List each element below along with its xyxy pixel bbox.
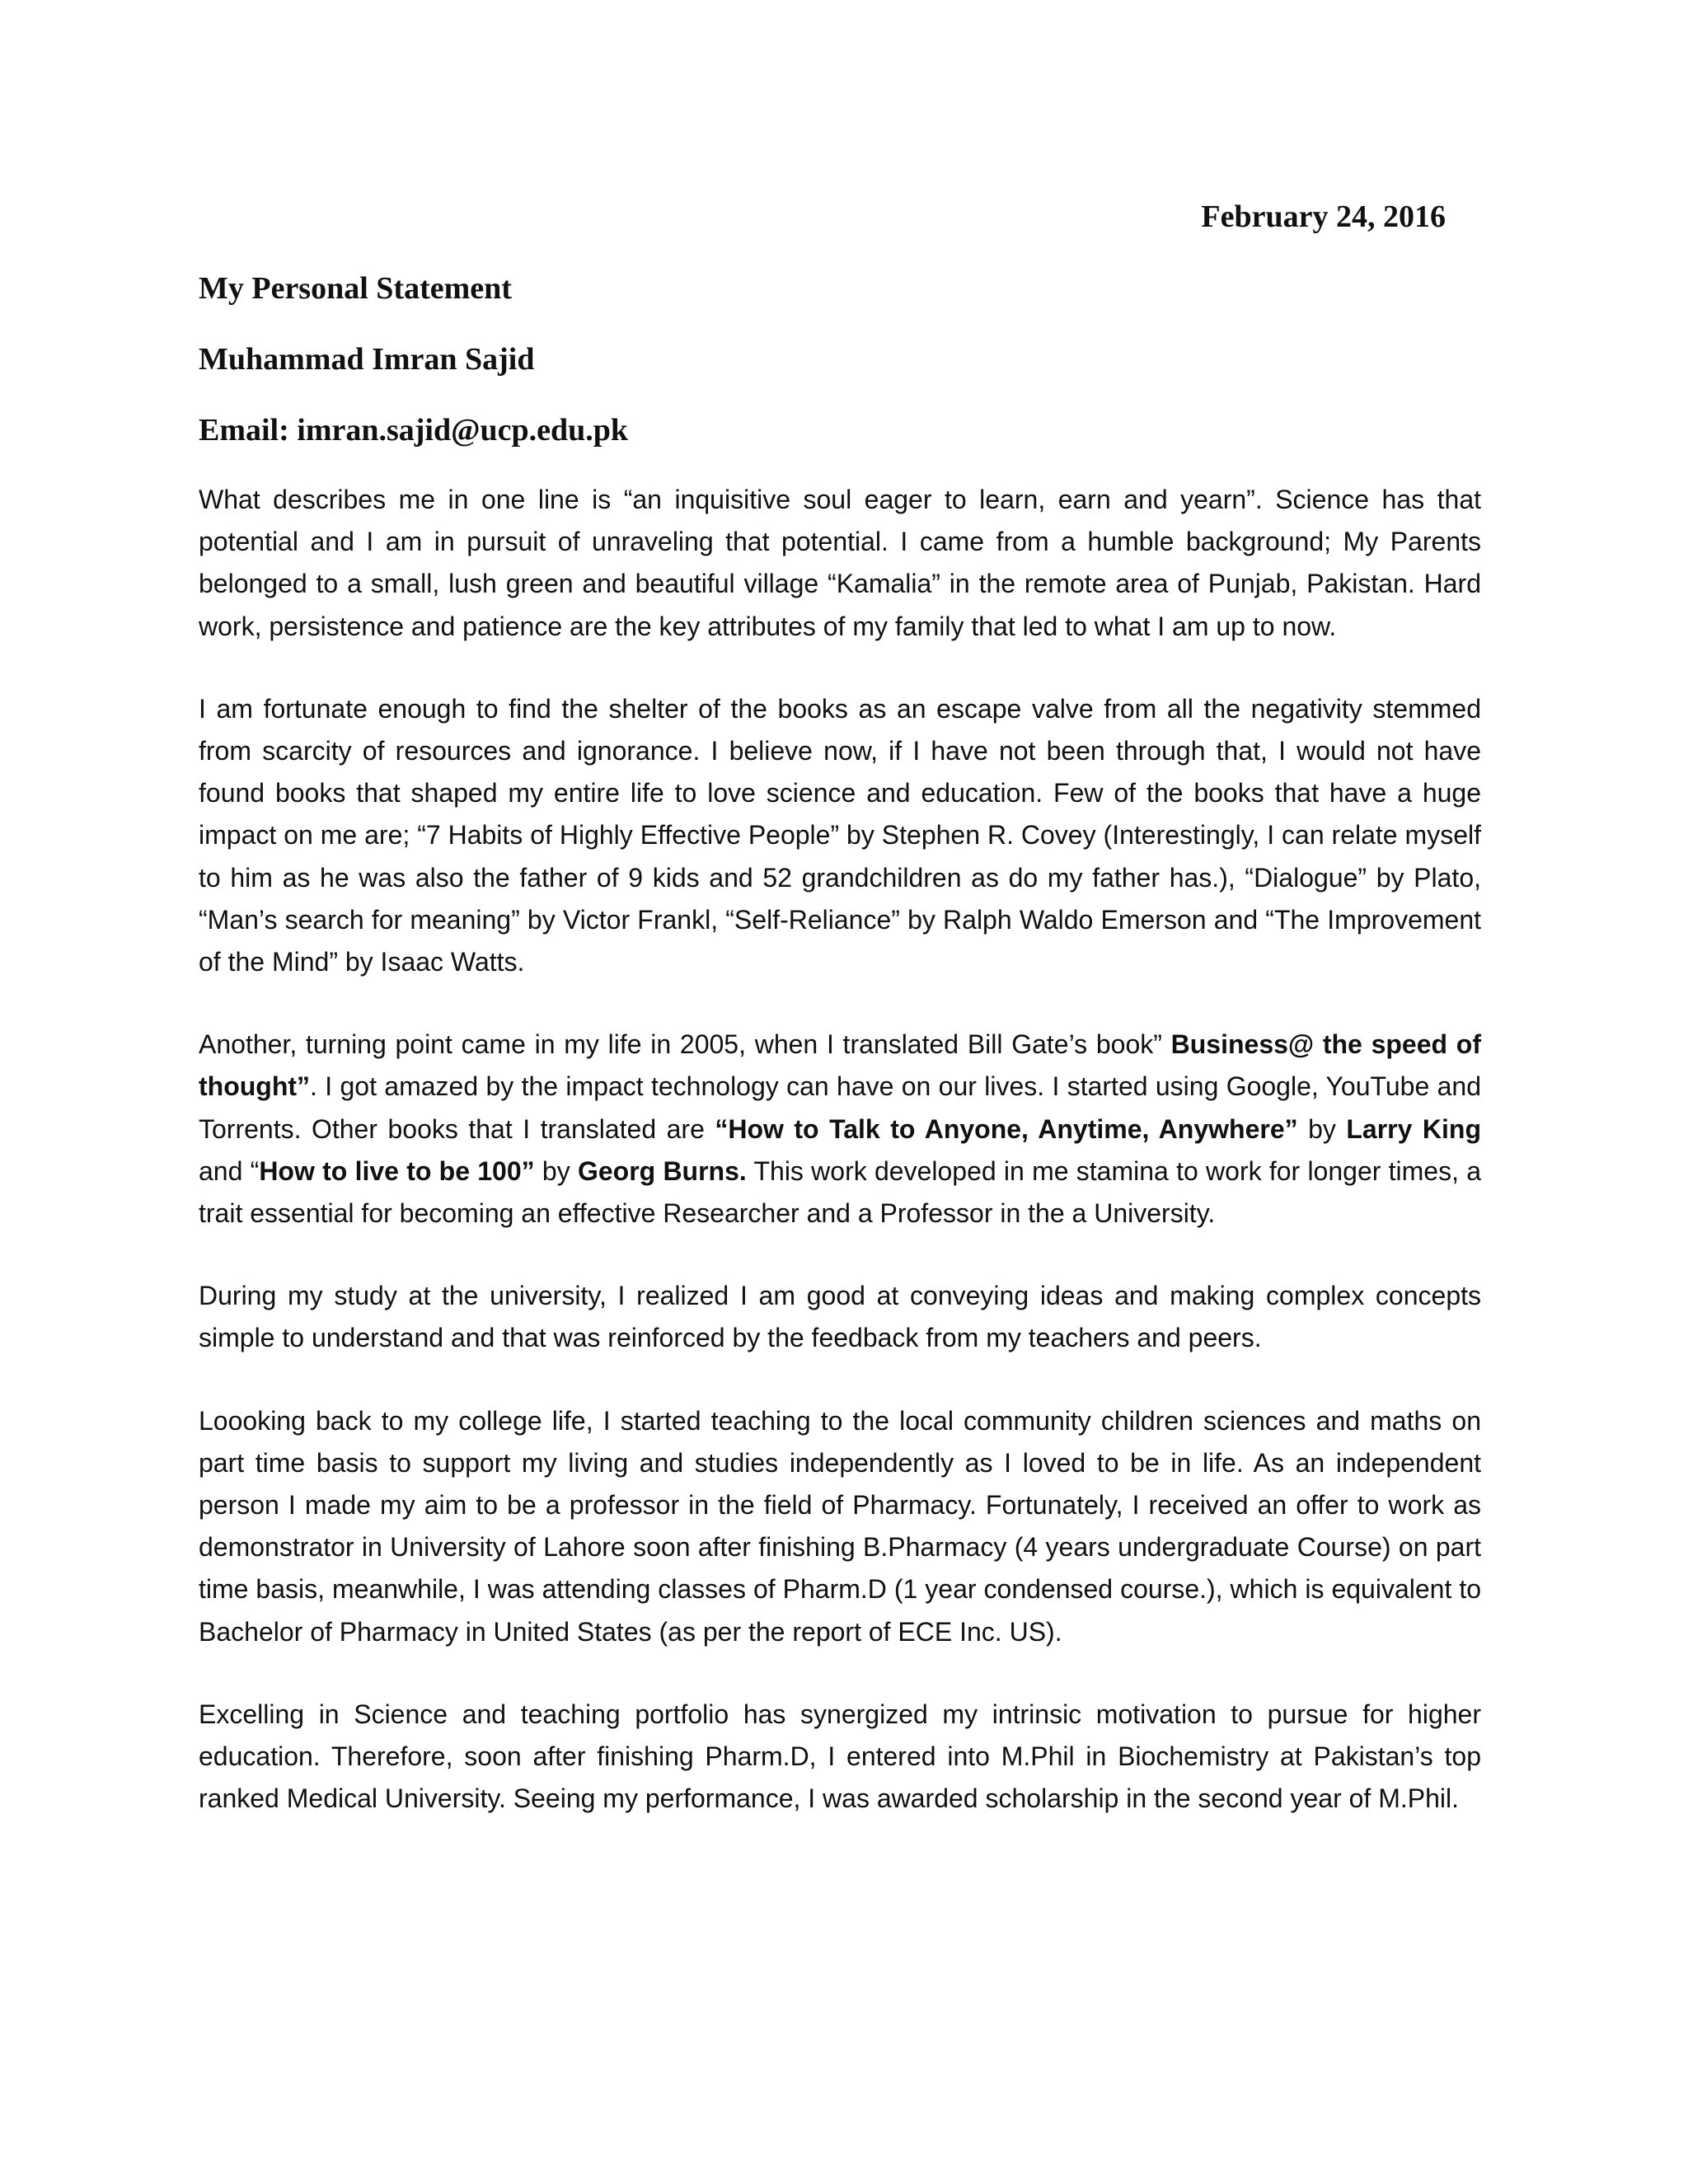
paragraph-4: During my study at the university, I realized I am good at conveying ideas and making complex concepts simple to understand and that was reinforced by the feedback from my teachers and peers.: [199, 1281, 1481, 1353]
paragraph-3: [199, 1024, 1481, 1235]
paragraph-3-text-6: This work developed in me stamina to work for longer times, a trait essential for becoming an effective Researcher and a Professor in the a University.: [199, 1155, 1482, 1229]
paragraph-5: Loooking back to my college life, I started teaching to the local community children sciences and maths on part time basis to support my living and studies independently as I loved to be in life. As an independent person I made my aim to be a professor in the field of Pharmacy. Fortunately, I received an offer to work as demonstrator in University of Lahore soon after finishing B.Pharmacy (4 years undergraduate Course) on part time basis, meanwhile, I was attending classes of Pharm.D (1 year condensed course.), which is equivalent to Bachelor of Pharmacy in United States (as per the report of ECE Inc. US).: [199, 1405, 1481, 1647]
paragraph-6: Excelling in Science and teaching portfolio has synergized my intrinsic motivation to pursue for higher education. Therefore, soon after finishing Pharm.D, I entered into M.Phil in Biochemistry at Pakistan’s top ranked Medical University. Seeing my performance, I was awarded scholarship in the second year of M.Phil.: [199, 1699, 1481, 1814]
book-title-business-speed-of-thought: Business@ the speed of thought”: [199, 1029, 1482, 1102]
statement-body: [199, 479, 1481, 1860]
paragraph-3-text-5: by: [534, 1155, 578, 1186]
paragraph-3-text-2: . I got amazed by the impact technology can have on our lives. I started using Google, YouTube and Torrents. Other books that I translated are: [199, 1071, 1481, 1144]
paragraph-3-text-4: and “: [199, 1155, 260, 1186]
author-larry-king: Larry King: [1346, 1113, 1481, 1144]
paragraph-3-text-1: Another, turning point came in my life in 2005, when I translated Bill Gate’s book”: [199, 1029, 1171, 1060]
author-email: Email: imran.sajid@ucp.edu.pk: [199, 413, 628, 448]
document-title: My Personal Statement: [199, 271, 512, 306]
book-title-how-to-live-to-be-100: How to live to be 100”: [259, 1155, 535, 1186]
paragraph-3-text-3: by: [1297, 1113, 1347, 1144]
book-title-how-to-talk-to-anyone: “How to Talk to Anyone, Anytime, Anywhere”: [715, 1113, 1298, 1144]
paragraph-1: What describes me in one line is “an inquisitive soul eager to learn, earn and yearn”. Science has that potential and I am in pursuit of unraveling that potential. I came from a humble background; My Parents belonged to a small, lush green and beautiful village “Kamalia” in the remote area of Punjab, Pakistan. Hard work, persistence and patience are the key attributes of my family that led to what I am up to now.: [199, 485, 1481, 641]
paragraph-2: I am fortunate enough to find the shelter of the books as an escape valve from all the negativity stemmed from scarcity of resources and ignorance. I believe now, if I have not been through that, I would not have found books that shaped my entire life to love science and education. Few of the books that have a huge impact on me are; “7 Habits of Highly Effective People” by Stephen R. Covey (Interestingly, I can relate myself to him as he was also the father of 9 kids and 52 grandchildren as do my father has.), “Dialogue” by Plato, “Man’s search for meaning” by Victor Frankl, “Self-Reliance” by Ralph Waldo Emerson and “The Improvement of the Mind” by Isaac Watts.: [199, 693, 1481, 977]
document-date: February 24, 2016: [1201, 199, 1446, 234]
author-name: Muhammad Imran Sajid: [199, 342, 535, 377]
author-georg-burns: Georg Burns.: [577, 1155, 747, 1186]
